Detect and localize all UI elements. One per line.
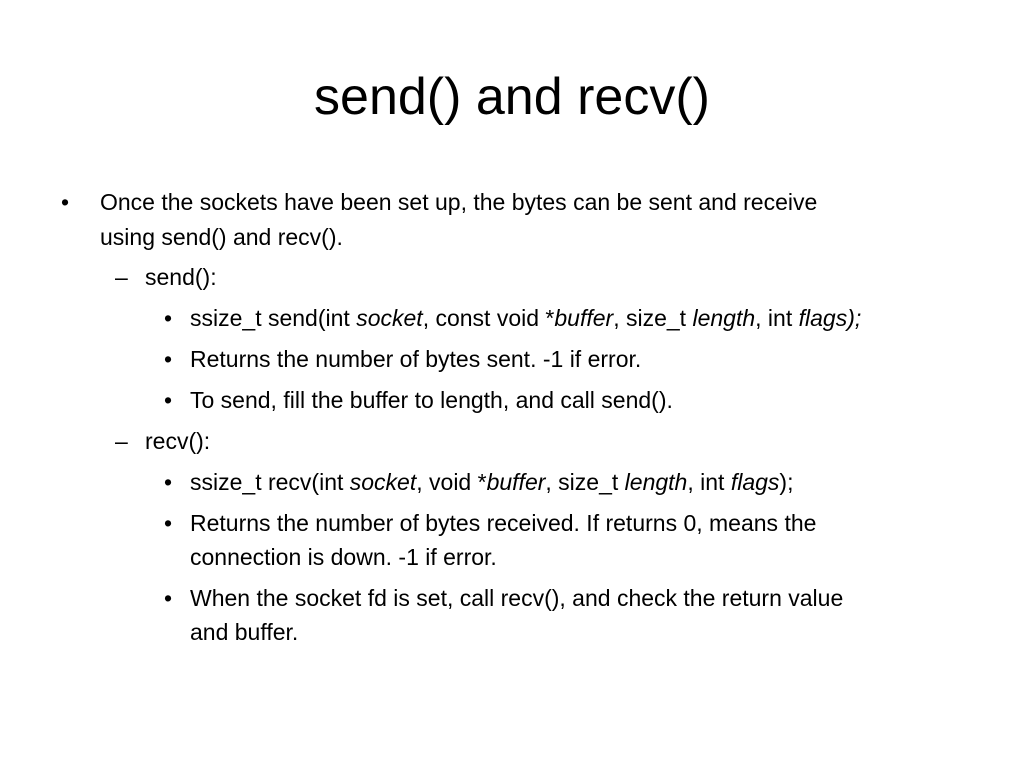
- send-param-buffer: buffer: [554, 305, 614, 331]
- recv-signature-sep: , size_t: [545, 469, 625, 495]
- send-signature-prefix: ssize_t send(int: [190, 305, 357, 331]
- recv-signature-end: );: [779, 469, 794, 495]
- send-signature-sep: , const void *: [422, 305, 555, 331]
- dash-marker: –: [115, 264, 128, 290]
- send-param-flags: flags);: [798, 305, 862, 331]
- recv-param-buffer: buffer: [486, 469, 546, 495]
- recv-param-socket: socket: [349, 469, 417, 495]
- bullet-marker: •: [164, 469, 173, 495]
- recv-signature-prefix: ssize_t recv(int: [190, 469, 350, 495]
- recv-heading: recv():: [145, 428, 211, 454]
- send-signature-sep: , size_t: [613, 305, 693, 331]
- bullet-marker: •: [164, 387, 173, 413]
- slide-title: send() and recv(): [314, 68, 710, 126]
- intro-text-line-2: using send() and recv().: [100, 224, 343, 250]
- bullet-marker: •: [164, 346, 173, 372]
- send-signature-sep: , int: [755, 305, 799, 331]
- recv-signature-sep: , int: [687, 469, 731, 495]
- bullet-marker: •: [164, 585, 173, 611]
- send-param-socket: socket: [356, 305, 423, 331]
- send-howto: To send, fill the buffer to length, and call send().: [190, 387, 673, 413]
- recv-param-flags: flags: [730, 469, 780, 495]
- bullet-marker: •: [61, 189, 70, 215]
- recv-howto-line-2: and buffer.: [190, 619, 299, 645]
- recv-signature-sep: , void *: [416, 469, 487, 495]
- bullet-marker: •: [164, 305, 173, 331]
- recv-returns-line-1: Returns the number of bytes received. If returns 0, means the: [190, 510, 817, 536]
- send-returns: Returns the number of bytes sent. -1 if error.: [190, 346, 642, 372]
- send-heading: send():: [145, 264, 217, 290]
- recv-signature: [190, 465, 793, 499]
- send-param-length: length: [692, 305, 756, 331]
- send-signature: [190, 301, 861, 335]
- dash-marker: –: [115, 428, 128, 454]
- bullet-marker: •: [164, 510, 173, 536]
- recv-param-length: length: [624, 469, 688, 495]
- recv-howto-line-1: When the socket fd is set, call recv(), and check the return value: [190, 585, 844, 611]
- intro-text-line-1: Once the sockets have been set up, the bytes can be sent and receive: [100, 189, 818, 215]
- recv-returns-line-2: connection is down. -1 if error.: [190, 544, 497, 570]
